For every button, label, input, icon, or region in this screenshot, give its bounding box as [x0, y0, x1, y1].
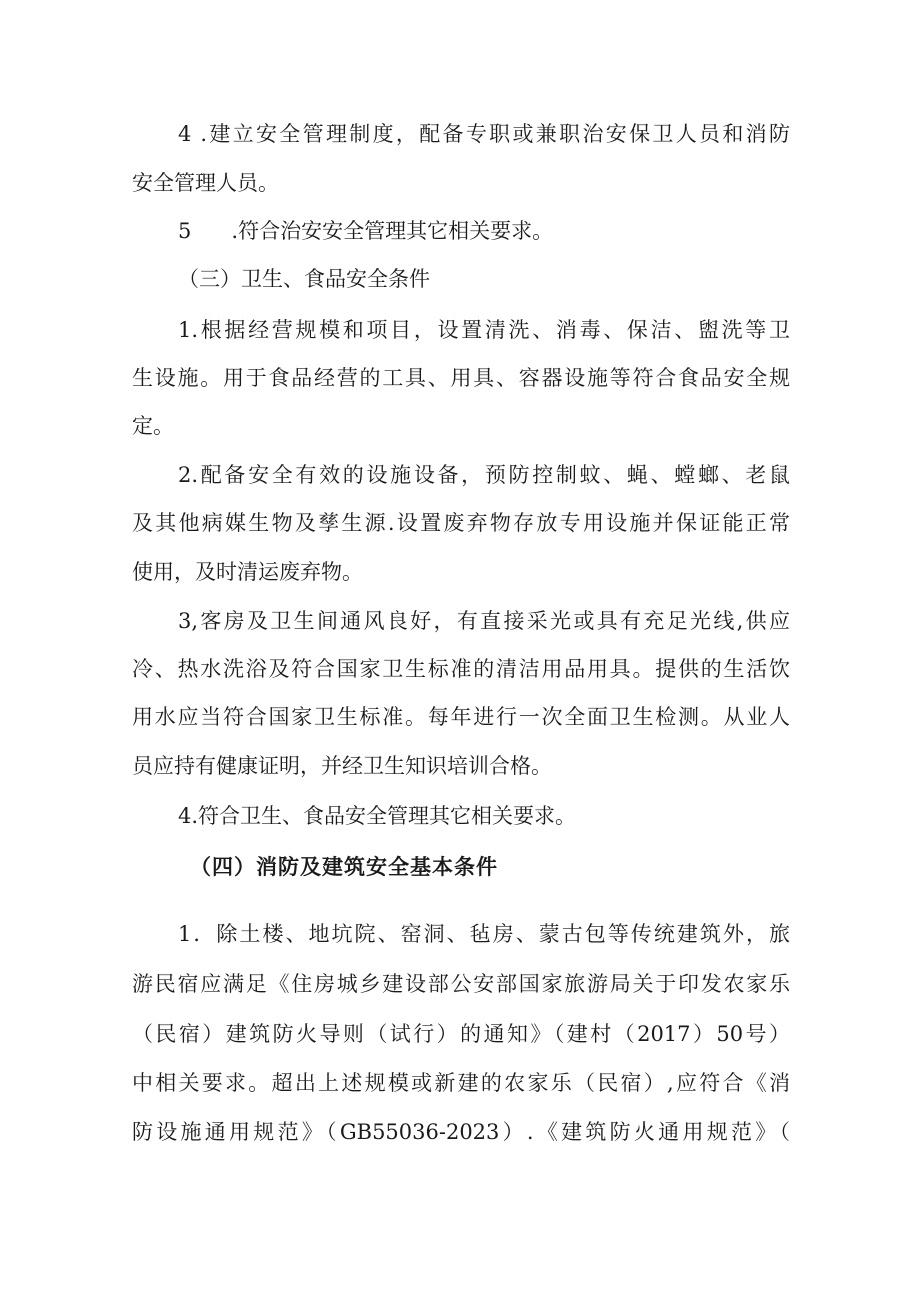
section-4-item-1-line-1: 1．除土楼、地坑院、窑洞、毡房、蒙古包等传统建筑外，旅 [178, 922, 790, 946]
section-3-item-3-line-1: 3,客房及卫生间通风良好，有直接采光或具有充足光线,供应 [178, 609, 790, 633]
paragraph-5: 5 .符合治安安全管理其它相关要求。 [178, 219, 554, 243]
paragraph-4-line-1: 4 .建立安全管理制度，配备专职或兼职治安保卫人员和消防 [178, 122, 790, 146]
paragraph-4-line-2: 安全管理人员。 [132, 171, 279, 195]
section-3-item-4: 4.符合卫生、食品安全管理其它相关要求。 [178, 804, 577, 828]
section-heading-3: （三）卫生、食品安全条件 [178, 267, 430, 291]
section-4-item-1-line-3: （民宿）建筑防火导则（试行）的通知》（建村（2017）50号） [132, 1022, 790, 1046]
section-heading-4: （四）消防及建筑安全基本条件 [190, 855, 498, 879]
section-3-item-3-line-2: 冷、热水洗浴及符合国家卫生标准的清洁用品用具。提供的生活饮 [132, 657, 790, 681]
section-3-item-3-line-3: 用水应当符合国家卫生标准。每年进行一次全面卫生检测。从业人 [132, 705, 790, 729]
section-4-item-1-line-2: 游民宿应满足《住房城乡建设部公安部国家旅游局关于印发农家乐 [132, 972, 790, 996]
section-3-item-1-line-1: 1.根据经营规模和项目，设置清洗、消毒、保洁、盥洗等卫 [178, 318, 790, 342]
section-3-item-2-line-3: 使用，及时清运废弃物。 [132, 560, 363, 584]
section-3-item-1-line-2: 生设施。用于食品经营的工具、用具、容器设施等符合食品安全规 [132, 366, 790, 390]
section-3-item-1-line-3: 定。 [132, 414, 174, 438]
section-3-item-2-line-1: 2.配备安全有效的设施设备，预防控制蚊、蝇、螳螂、老鼠 [178, 463, 790, 487]
section-3-item-2-line-2: 及其他病媒生物及孳生源.设置废弃物存放专用设施并保证能正常 [132, 511, 790, 535]
section-3-item-3-line-4: 员应持有健康证明，并经卫生知识培训合格。 [132, 754, 552, 778]
section-4-item-1-line-4: 中相关要求。超出上述规模或新建的农家乐（民宿）,应符合《消 [132, 1071, 790, 1095]
section-4-item-1-line-5: 防设施通用规范》（GB55036-2023）.《建筑防火通用规范》（ [132, 1120, 790, 1144]
